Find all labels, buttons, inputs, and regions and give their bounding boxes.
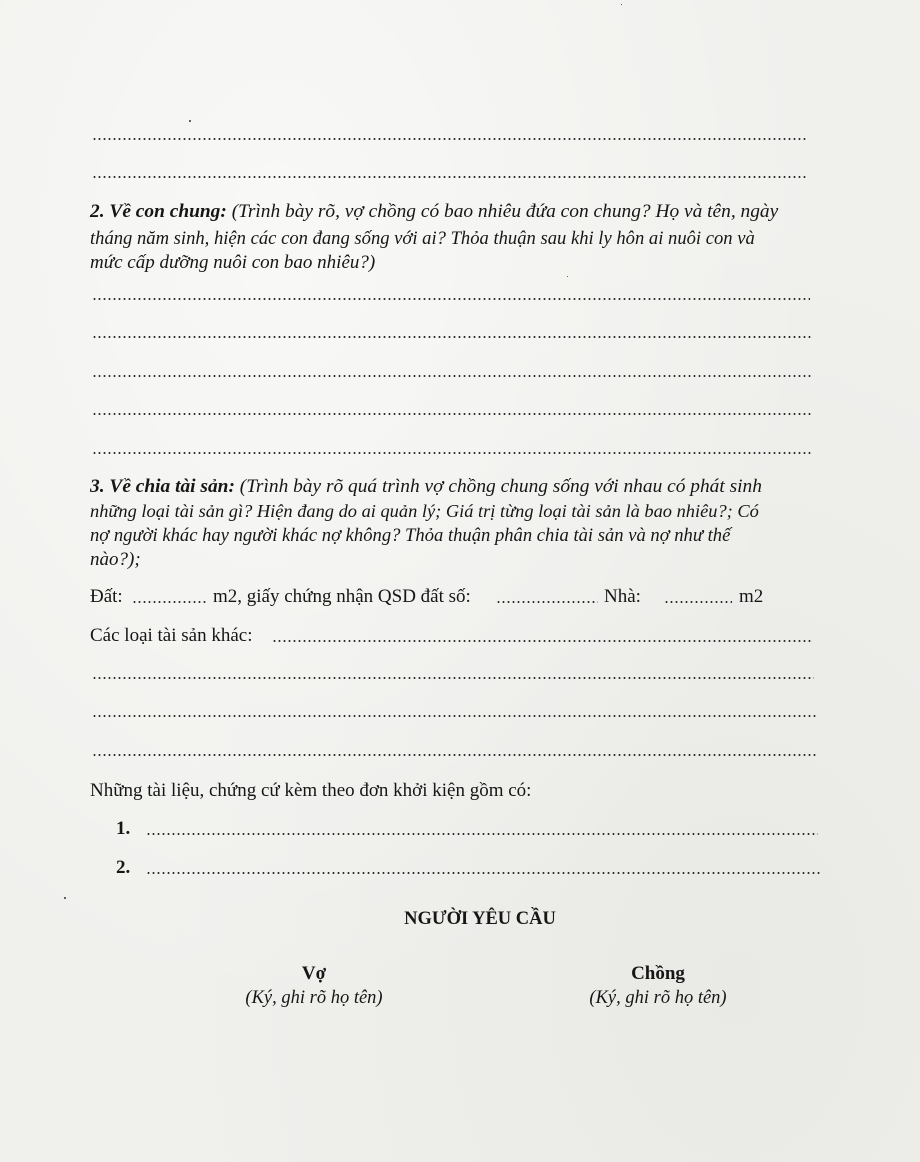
section2-line1 <box>90 201 778 223</box>
blank-line <box>92 138 808 140</box>
wife-label: Vợ <box>301 963 327 984</box>
section3-line4: nào?); <box>90 549 141 570</box>
land-area-blank <box>132 601 208 603</box>
husband-sign-note: (Ký, ghi rõ họ tên) <box>589 988 727 1008</box>
section2-line3: mức cấp dưỡng nuôi con bao nhiêu?) <box>90 252 376 273</box>
blank-line <box>92 298 810 300</box>
section3-line1 <box>90 476 762 498</box>
blank-line <box>92 754 818 756</box>
other-assets-label: Các loại tài sản khác: <box>90 625 253 646</box>
blank-line <box>92 452 812 454</box>
land-label: Đất: <box>90 586 123 607</box>
scan-speck <box>189 120 191 122</box>
section3-heading: 3. Về chia tài sản: <box>90 476 235 497</box>
blank-line <box>92 413 812 415</box>
blank-line <box>92 336 812 338</box>
attachments-label: Những tài liệu, chứng cứ kèm theo đơn khởi kiện gồm có: <box>90 780 532 801</box>
signature-title: NGƯỜI YÊU CẦU <box>404 909 556 929</box>
blank-line <box>146 872 820 874</box>
wife-sign-note: (Ký, ghi rõ họ tên) <box>245 988 383 1008</box>
blank-line <box>92 375 812 377</box>
section3-line2: những loại tài sản gì? Hiện đang do ai quản lý; Giá trị từng loại tài sản là bao nhiêu?; Có <box>90 501 759 521</box>
certificate-number-blank <box>496 601 598 603</box>
husband-label: Chồng <box>631 963 685 984</box>
attachment-item-2: 2. <box>116 857 131 878</box>
blank-line <box>92 176 808 178</box>
section2-heading: 2. Về con chung: <box>90 201 227 222</box>
house-unit: m2 <box>739 586 764 607</box>
land-certificate-label: m2, giấy chứng nhận QSD đất số: <box>213 586 471 607</box>
section2-text1: (Trình bày rõ, vợ chồng có bao nhiêu đứa con chung? Họ và tên, ngày <box>231 201 779 222</box>
house-area-blank <box>664 601 732 603</box>
house-label: Nhà: <box>604 586 641 607</box>
blank-line <box>272 640 812 642</box>
attachment-item-1: 1. <box>116 818 131 839</box>
blank-line <box>92 715 816 717</box>
scan-speck <box>567 276 568 277</box>
scan-speck <box>621 4 622 5</box>
blank-line <box>92 677 814 679</box>
section3-line3: nợ người khác hay người khác nợ không? Thỏa thuận phân chia tài sản và nợ như thế <box>90 525 731 546</box>
blank-line <box>146 833 818 835</box>
section3-text1: (Trình bày rõ quá trình vợ chồng chung sống với nhau có phát sinh <box>239 476 762 497</box>
scan-speck <box>64 897 66 899</box>
section2-line2: tháng năm sinh, hiện các con đang sống với ai? Thỏa thuận sau khi ly hôn ai nuôi con và <box>90 228 755 249</box>
